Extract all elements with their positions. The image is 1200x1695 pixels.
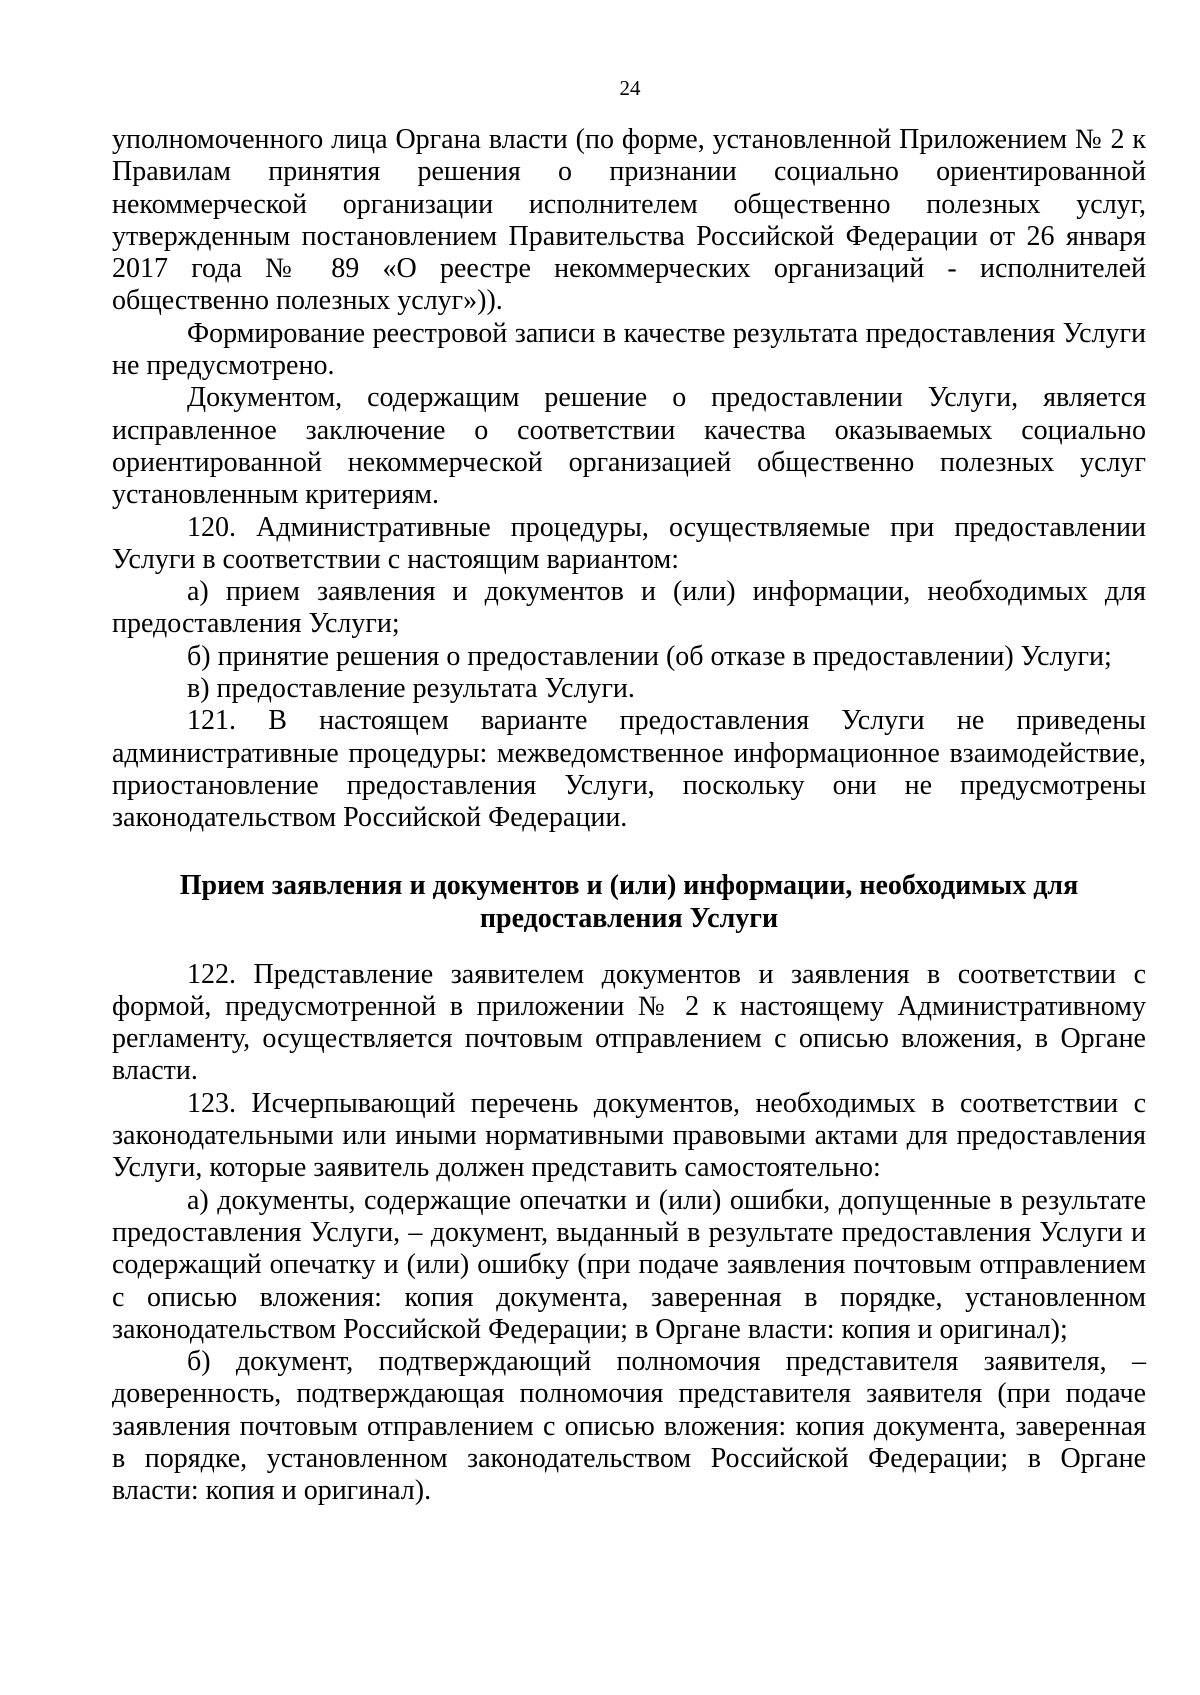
list-item-123-a: а) документы, содержащие опечатки и (или) ошибки, допущенные в результате предоставления Услуги, – документ, выданный в результате предоставления Услуги и содержащий опечатку и (или) ошибку (при подаче заявления почтовым отправлением с описью вложения: копия документа, заверенная в порядке, установленном законодательством Российской Федерации; в Органе власти: копия и оригинал); [112, 1184, 1146, 1345]
list-item-120-a: а) прием заявления и документов и (или) информации, необходимых для предоставления Услуги; [112, 576, 1146, 640]
list-item-123-b: б) документ, подтверждающий полномочия представителя заявителя, – доверенность, подтверждающая полномочия представителя заявителя (при подаче заявления почтовым отправлением с описью вложения: копия документа, заверенная в порядке, установленном законодательством Российской Федерации; в Органе власти: копия и оригинал). [112, 1346, 1146, 1507]
paragraph-121: 121. В настоящем варианте предоставления Услуги не приведены административные процедуры: межведомственное информационное взаимодействие, приостановление предоставления Услуги, поскольку они не предусмотрены законодательством Российской Федерации. [112, 705, 1146, 834]
paragraph-continuation: уполномоченного лица Органа власти (по форме, установленной Приложением № 2 к Правилам принятия решения о признании социально ориентированной некоммерческой организации исполнителем общественно полезных услуг, утвержденным постановлением Правительства Российской Федерации от 26 января 2017 года № 89 «О реестре некоммерческих организаций - исполнителей общественно полезных услуг»)). [112, 124, 1146, 317]
paragraph-120: 120. Административные процедуры, осуществляемые при предоставлении Услуги в соответствии с настоящим вариантом: [112, 511, 1146, 575]
paragraph-registry-record: Формирование реестровой записи в качестве результата предоставления Услуги не предусмотрено. [112, 317, 1146, 382]
section-heading: Прием заявления и документов и (или) информации, необходимых для предоставления Услуги [179, 869, 1079, 934]
paragraph-decision-document: Документом, содержащим решение о предоставлении Услуги, является исправленное заключение о соответствии качества оказываемых социально ориентированной некоммерческой организацией общественно полезных услуг установленным критериям. [112, 382, 1146, 511]
list-item-120-c: в) предоставление результата Услуги. [187, 673, 635, 705]
page-number: 24 [619, 76, 641, 100]
paragraph-123: 123. Исчерпывающий перечень документов, необходимых в соответствии с законодательными или иными нормативными правовыми актами для предоставления Услуги, которые заявитель должен представить самостоятельно: [112, 1087, 1146, 1184]
document-body [112, 124, 1146, 1508]
paragraph-122: 122. Представление заявителем документов и заявления в соответствии с формой, предусмотренной в приложении № 2 к настоящему Административному регламенту, осуществляется почтовым отправлением с описью вложения, в Органе власти. [112, 958, 1146, 1087]
list-item-120-b: б) принятие решения о предоставлении (об отказе в предоставлении) Услуги; [187, 640, 1112, 672]
